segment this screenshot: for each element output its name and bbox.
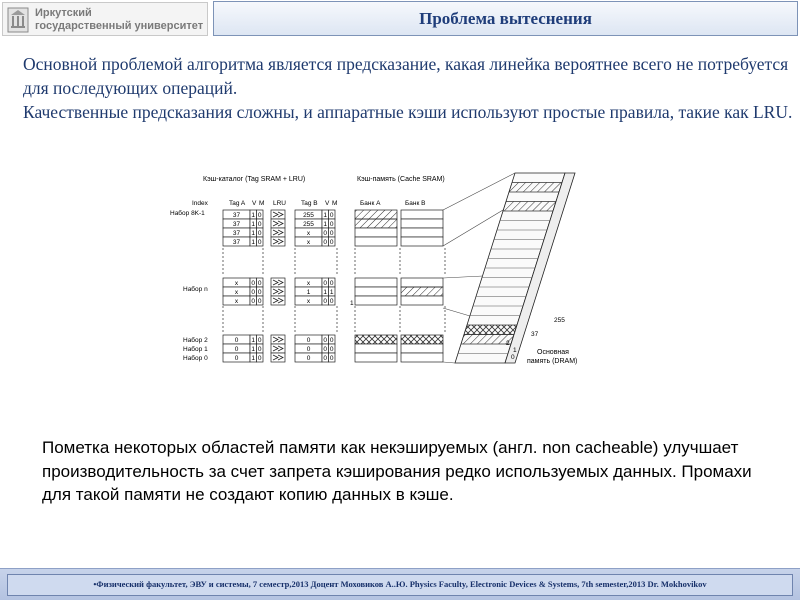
- dram-label-37: 37: [531, 331, 539, 338]
- lru-arrow-icon: [271, 210, 285, 219]
- intro-paragraph-2: Качественные предсказания сложны, и аппаратные кэши используют простые правила, такие как LRU.: [23, 102, 793, 122]
- tag-a-value: 0: [234, 355, 239, 362]
- lru-arrow-icon: [271, 353, 285, 362]
- cache-row: [223, 344, 443, 353]
- col-va: V: [252, 200, 257, 207]
- bank-a-line: [355, 278, 397, 287]
- noncacheable-note: Пометка некоторых областей памяти как некэшируемых (англ. non cacheable) улучшает производительность за счет запрета кэширования редко используемых данных. Промахи для такой памяти не создают копию данных в кэше.: [42, 438, 752, 504]
- vb-value: 1: [323, 212, 328, 219]
- bank-b-line: [401, 353, 443, 362]
- mb-value: 0: [329, 355, 334, 362]
- tag-a-value: 0: [234, 346, 239, 353]
- ma-value: 0: [257, 289, 262, 296]
- lru-arrow-icon: [271, 287, 285, 296]
- bank-b-line: [401, 228, 443, 237]
- bank-b-line: [401, 344, 443, 353]
- vb-value: 1: [323, 289, 328, 296]
- bank-a-line: [355, 353, 397, 362]
- cache-row: [223, 237, 443, 246]
- mb-value: 0: [329, 298, 334, 305]
- bank-b-line: [401, 237, 443, 246]
- vb-value: 0: [323, 346, 328, 353]
- mb-value: 0: [329, 239, 334, 246]
- ma-value: 0: [257, 355, 262, 362]
- set-label-0: Набор 0: [183, 355, 208, 362]
- cache-row: [223, 287, 443, 296]
- dram-caption-line2: память (DRAM): [527, 358, 578, 365]
- tag-b-value: 1: [306, 289, 311, 296]
- va-value: 1: [251, 355, 256, 362]
- va-value: 0: [251, 289, 256, 296]
- tag-b-value: 0: [306, 346, 311, 353]
- tag-a-value: 37: [232, 221, 241, 228]
- cache-row: [223, 296, 443, 305]
- va-value: 0: [251, 280, 256, 287]
- catalog-title: Кэш-каталог (Tag SRAM + LRU): [203, 176, 306, 183]
- ma-value: 0: [257, 346, 262, 353]
- footer-bar: [0, 568, 800, 600]
- bank-a-line: [355, 296, 397, 305]
- bank-b-line: [401, 278, 443, 287]
- university-logo: [2, 2, 208, 36]
- bank-a-line: [355, 219, 397, 228]
- tag-b-value: 255: [303, 221, 314, 228]
- col-bank-b: Банк B: [405, 200, 426, 207]
- dram-caption-line1: Основная: [537, 349, 569, 356]
- col-ma: M: [259, 200, 265, 207]
- tag-a-value: 37: [232, 230, 241, 237]
- bank-a-line: [355, 228, 397, 237]
- main-memory-dram: [455, 173, 578, 365]
- cache-row: [223, 210, 443, 219]
- tag-a-value: 37: [232, 212, 241, 219]
- slide-title: Проблема вытеснения: [419, 9, 592, 28]
- set-label-1: Набор 1: [183, 346, 208, 353]
- university-name-line1: Иркутский: [35, 7, 92, 19]
- col-tag-b: Tag B: [301, 200, 318, 207]
- tag-b-value: 0: [306, 355, 311, 362]
- memory-title: Кэш-память (Cache SRAM): [357, 176, 445, 183]
- cache-row: [223, 278, 443, 287]
- vb-value: 0: [323, 337, 328, 344]
- bank-a-line: [355, 287, 397, 296]
- bank-b-line: [401, 219, 443, 228]
- vb-value: 0: [323, 298, 328, 305]
- university-emblem-icon: [7, 7, 29, 33]
- tag-a-value: x: [234, 289, 239, 296]
- tag-a-value: x: [234, 298, 239, 305]
- mb-value: 0: [329, 337, 334, 344]
- footer-panel: [7, 574, 793, 596]
- ma-value: 0: [257, 230, 262, 237]
- ma-value: 0: [257, 239, 262, 246]
- bank-b-line: [401, 210, 443, 219]
- bank-a-line: [355, 344, 397, 353]
- va-value: 1: [251, 337, 256, 344]
- dram-label-2: 2: [506, 340, 510, 347]
- mb-value: 1: [329, 289, 334, 296]
- lru-arrow-icon: [271, 219, 285, 228]
- dram-label-255: 255: [554, 317, 565, 324]
- footer-text: •Физический факультет, ЭВУ и системы, 7 семестр,2013 Доцент Моховиков А..Ю. Physics Faculty, Electronic Devices & Systems, 7th semester,2013 Dr. Mokhovikov: [93, 579, 707, 589]
- bank-a-line: [355, 210, 397, 219]
- va-value: 0: [251, 298, 256, 305]
- tag-b-value: x: [306, 280, 311, 287]
- tag-a-value: 37: [232, 239, 241, 246]
- vb-value: 1: [323, 221, 328, 228]
- mb-value: 0: [329, 280, 334, 287]
- bank-b-line: [401, 287, 443, 296]
- tag-b-value: 0: [306, 337, 311, 344]
- lru-arrow-icon: [271, 296, 285, 305]
- col-mb: M: [332, 200, 338, 207]
- intro-paragraph-1: Основной проблемой алгоритма является предсказание, какая линейка вероятнее всего не потребуется для последующих операций.: [23, 54, 789, 98]
- ma-value: 0: [257, 337, 262, 344]
- lru-arrow-icon: [271, 335, 285, 344]
- tag-b-value: x: [306, 239, 311, 246]
- cache-rows-middle: [223, 278, 443, 305]
- cache-row: [223, 228, 443, 237]
- cache-row: [223, 353, 443, 362]
- va-value: 1: [251, 230, 256, 237]
- mb-value: 0: [329, 230, 334, 237]
- ma-value: 0: [257, 280, 262, 287]
- cache-rows-bottom: [223, 335, 443, 362]
- set-label-top: Набор 8K-1: [170, 210, 205, 217]
- set-label-n: Набор n: [183, 286, 208, 293]
- va-value: 1: [251, 239, 256, 246]
- mb-value: 0: [329, 212, 334, 219]
- cache-row: [223, 335, 443, 344]
- cache-rows-top: [223, 210, 443, 246]
- tag-b-value: x: [306, 298, 311, 305]
- col-bank-a: Банк A: [360, 200, 381, 207]
- bank-b-line: [401, 335, 443, 344]
- intro-text: [23, 52, 793, 124]
- mid-extra-label: 1: [350, 300, 354, 307]
- dram-label-0: 0: [511, 354, 515, 361]
- col-index: Index: [192, 200, 208, 207]
- tag-a-value: 0: [234, 337, 239, 344]
- set-label-2: Набор 2: [183, 337, 208, 344]
- ma-value: 0: [257, 298, 262, 305]
- lru-arrow-icon: [271, 237, 285, 246]
- mb-value: 0: [329, 221, 334, 228]
- slide-title-bar: [213, 1, 798, 36]
- vb-value: 0: [323, 355, 328, 362]
- ma-value: 0: [257, 212, 262, 219]
- dram-label-1: 1: [513, 347, 517, 354]
- mb-value: 0: [329, 346, 334, 353]
- col-lru: LRU: [273, 200, 287, 207]
- va-value: 1: [251, 212, 256, 219]
- vb-value: 0: [323, 230, 328, 237]
- lru-arrow-icon: [271, 228, 285, 237]
- university-name-line2: государственный университет: [35, 20, 204, 32]
- bank-a-line: [355, 335, 397, 344]
- va-value: 1: [251, 221, 256, 228]
- cache-row: [223, 219, 443, 228]
- cache-diagram: [165, 168, 625, 378]
- bank-a-line: [355, 237, 397, 246]
- vb-value: 0: [323, 280, 328, 287]
- vb-value: 0: [323, 239, 328, 246]
- tag-a-value: x: [234, 280, 239, 287]
- col-vb: V: [325, 200, 330, 207]
- lru-arrow-icon: [271, 278, 285, 287]
- lru-arrow-icon: [271, 344, 285, 353]
- col-tag-a: Tag A: [229, 200, 246, 207]
- tag-b-value: x: [306, 230, 311, 237]
- bank-b-line: [401, 296, 443, 305]
- ma-value: 0: [257, 221, 262, 228]
- va-value: 1: [251, 346, 256, 353]
- tag-b-value: 255: [303, 212, 314, 219]
